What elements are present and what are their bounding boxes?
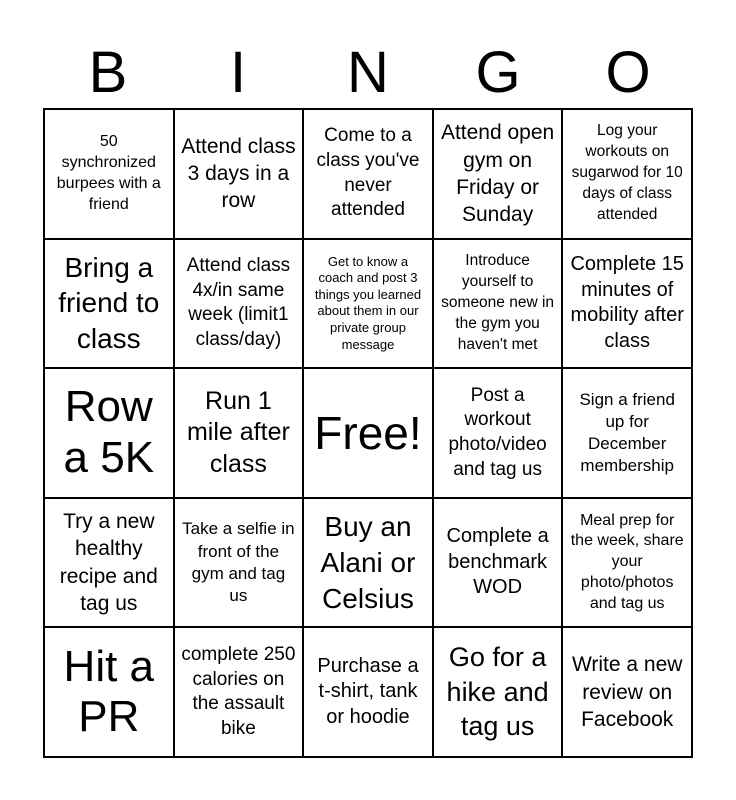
cell-text: Introduce yourself to someone new in the gym you haven't met <box>441 252 555 353</box>
cell-text: Get to know a coach and post 3 things you learned about them in our private group message <box>314 253 422 352</box>
cell-text: Hit a PR <box>63 641 155 742</box>
cell-text: Row a 5K <box>63 382 155 482</box>
bingo-cell[interactable] <box>563 499 693 629</box>
header-letter-i: I <box>229 40 247 105</box>
bingo-cell[interactable] <box>434 240 564 370</box>
cell-text: Try a new healthy recipe and tag us <box>59 510 158 615</box>
bingo-cell[interactable] <box>563 369 693 499</box>
cell-text: Bring a friend to class <box>58 251 160 355</box>
bingo-cell[interactable] <box>45 240 175 370</box>
bingo-cell[interactable] <box>434 628 564 758</box>
cell-text: Buy an Alani or Celsius <box>320 510 416 614</box>
cell-text: Purchase a t-shirt, tank or hoodie <box>317 654 419 728</box>
cell-text: Attend open gym on Friday or Sunday <box>440 121 555 227</box>
bingo-board <box>43 108 693 758</box>
header-letter-o: O <box>605 40 651 105</box>
bingo-cell[interactable] <box>563 110 693 240</box>
bingo-cell[interactable] <box>175 499 305 629</box>
bingo-cell[interactable] <box>434 499 564 629</box>
bingo-cell[interactable] <box>304 499 434 629</box>
free-space-cell[interactable] <box>304 369 434 499</box>
bingo-cell[interactable] <box>175 628 305 758</box>
cell-text: Complete a benchmark WOD <box>446 525 549 599</box>
bingo-cell[interactable] <box>175 110 305 240</box>
bingo-cell[interactable] <box>434 369 564 499</box>
bingo-cell[interactable] <box>304 110 434 240</box>
cell-text: Run 1 mile after class <box>186 387 290 478</box>
bingo-cell[interactable] <box>45 110 175 240</box>
bingo-cell[interactable] <box>563 240 693 370</box>
cell-text: Meal prep for the week, share your photo/photos and tag us <box>570 511 684 612</box>
bingo-cell[interactable] <box>304 240 434 370</box>
bingo-cell[interactable] <box>304 628 434 758</box>
bingo-cell[interactable] <box>434 110 564 240</box>
cell-text: Post a workout photo/video and tag us <box>448 384 547 480</box>
cell-text: Take a selfie in front of the gym and tag us <box>182 519 295 605</box>
header-letter-n: N <box>347 40 389 105</box>
cell-text: 50 synchronized burpees with a friend <box>56 133 161 213</box>
bingo-cell[interactable] <box>563 628 693 758</box>
cell-text: Complete 15 minutes of mobility after class <box>570 253 684 352</box>
cell-text: Attend class 3 days in a row <box>181 134 296 213</box>
cell-text: Log your workouts on sugarwod for 10 days of class attended <box>571 122 683 224</box>
cell-text: Write a new review on Facebook <box>571 653 683 731</box>
cell-text: Sign a friend up for December membership <box>579 389 675 476</box>
free-space-text: Free! <box>314 406 422 459</box>
header-letter-b: B <box>88 40 128 105</box>
bingo-cell[interactable] <box>45 499 175 629</box>
bingo-cell[interactable] <box>45 628 175 758</box>
cell-text: Go for a hike and tag us <box>446 642 549 742</box>
cell-text: Attend class 4x/in same week (limit1 class/day) <box>186 255 291 351</box>
bingo-cell[interactable] <box>45 369 175 499</box>
bingo-header <box>43 38 693 108</box>
bingo-cell[interactable] <box>175 369 305 499</box>
cell-text: complete 250 calories on the assault bike <box>181 643 296 739</box>
cell-text: Come to a class you've never attended <box>316 125 420 221</box>
header-letter-g: G <box>475 40 521 105</box>
bingo-cell[interactable] <box>175 240 305 370</box>
